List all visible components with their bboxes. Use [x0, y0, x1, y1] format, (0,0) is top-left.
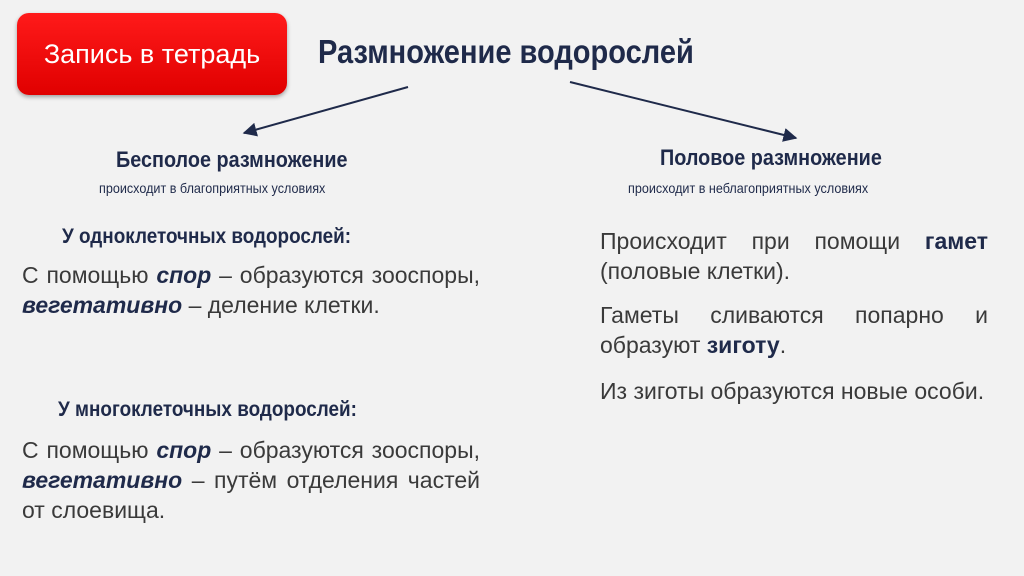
zygote-text: Гаметы сливаются попарно и образуют зиготу. — [600, 302, 988, 358]
multicellular-heading: У многоклеточных водорослей: — [58, 398, 357, 421]
left-arrow — [244, 87, 408, 133]
asexual-heading: Бесполое размножение — [116, 147, 348, 172]
new-organisms-text: Из зиготы образуются новые особи. — [600, 378, 985, 404]
sexual-heading: Половое размножение — [660, 145, 882, 170]
right-arrow — [570, 82, 796, 138]
badge-label: Запись в тетрадь — [43, 38, 261, 69]
page-title: Размножение водорослей — [318, 33, 694, 70]
unicellular-heading: У одноклеточных водорослей: — [62, 225, 352, 248]
multicellular-text: С помощью спор – образуются зооспоры, вегетативно – путём отделения частей от слоевища. — [22, 437, 481, 523]
gametes-text: Происходит при помощи гамет (половые клетки). — [600, 228, 988, 284]
asexual-note: происходит в благоприятных условиях — [99, 180, 326, 196]
sexual-note: происходит в неблагоприятных условиях — [628, 180, 869, 196]
unicellular-text: С помощью спор – образуются зооспоры, вегетативно – деление клетки. — [22, 262, 481, 318]
